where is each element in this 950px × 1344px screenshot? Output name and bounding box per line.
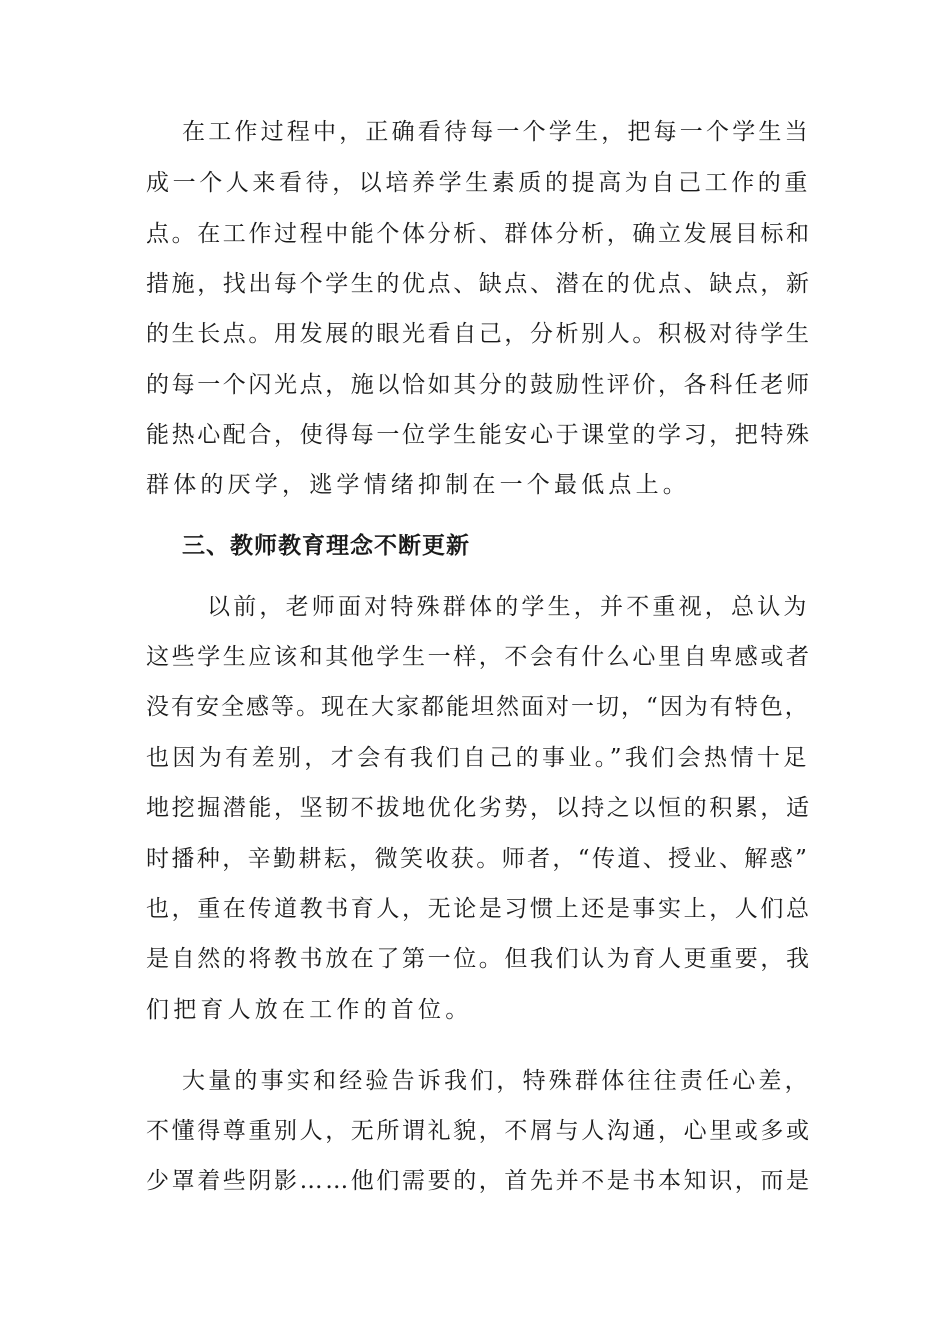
paragraph-line: 少罩着些阴影……他们需要的，首先并不是书本知识，而是 xyxy=(146,1168,812,1194)
paragraph-line: 也因为有差别，才会有我们自己的事业。”我们会热情十足 xyxy=(146,745,810,771)
section-heading: 三、教师教育理念不断更新 xyxy=(182,533,470,559)
paragraph-line: 是自然的将教书放在了第一位。但我们认为育人更重要，我 xyxy=(146,946,812,972)
paragraph-line: 点。在工作过程中能个体分析、群体分析，确立发展目标和 xyxy=(146,221,812,247)
paragraph-line: 成一个人来看待，以培养学生素质的提高为自己工作的重 xyxy=(146,170,811,196)
paragraph-line: 们把育人放在工作的首位。 xyxy=(146,997,473,1023)
paragraph-line: 群体的厌学，逃学情绪抑制在一个最低点上。 xyxy=(146,472,690,498)
paragraph-line: 措施，找出每个学生的优点、缺点、潜在的优点、缺点，新 xyxy=(146,271,812,297)
paragraph-line: 的每一个闪光点，施以恰如其分的鼓励性评价，各科任老师 xyxy=(146,372,812,398)
paragraph-line: 没有安全感等。现在大家都能坦然面对一切，“因为有特色， xyxy=(146,694,810,720)
paragraph-line: 时播种，辛勤耕耘，微笑收获。师者，“传道、授业、解惑” xyxy=(146,846,810,872)
paragraph-line: 的生长点。用发展的眼光看自己，分析别人。积极对待学生 xyxy=(146,321,812,347)
paragraph-line: 以前，老师面对特殊群体的学生，并不重视，总认为 xyxy=(207,594,810,620)
paragraph-line: 大量的事实和经验告诉我们，特殊群体往往责任心差， xyxy=(182,1068,811,1094)
paragraph-line: 也，重在传道教书育人，无论是习惯上还是事实上，人们总 xyxy=(146,896,812,922)
paragraph-line: 能热心配合，使得每一位学生能安心于课堂的学习，把特殊 xyxy=(146,422,812,448)
paragraph-line: 这些学生应该和其他学生一样，不会有什么心里自卑感或者 xyxy=(146,644,812,670)
paragraph-line: 地挖掘潜能，坚韧不拔地优化劣势，以持之以恒的积累，适 xyxy=(146,795,812,821)
paragraph-line: 在工作过程中，正确看待每一个学生，把每一个学生当 xyxy=(182,119,811,145)
paragraph-line: 不懂得尊重别人，无所谓礼貌，不屑与人沟通，心里或多或 xyxy=(146,1118,812,1144)
